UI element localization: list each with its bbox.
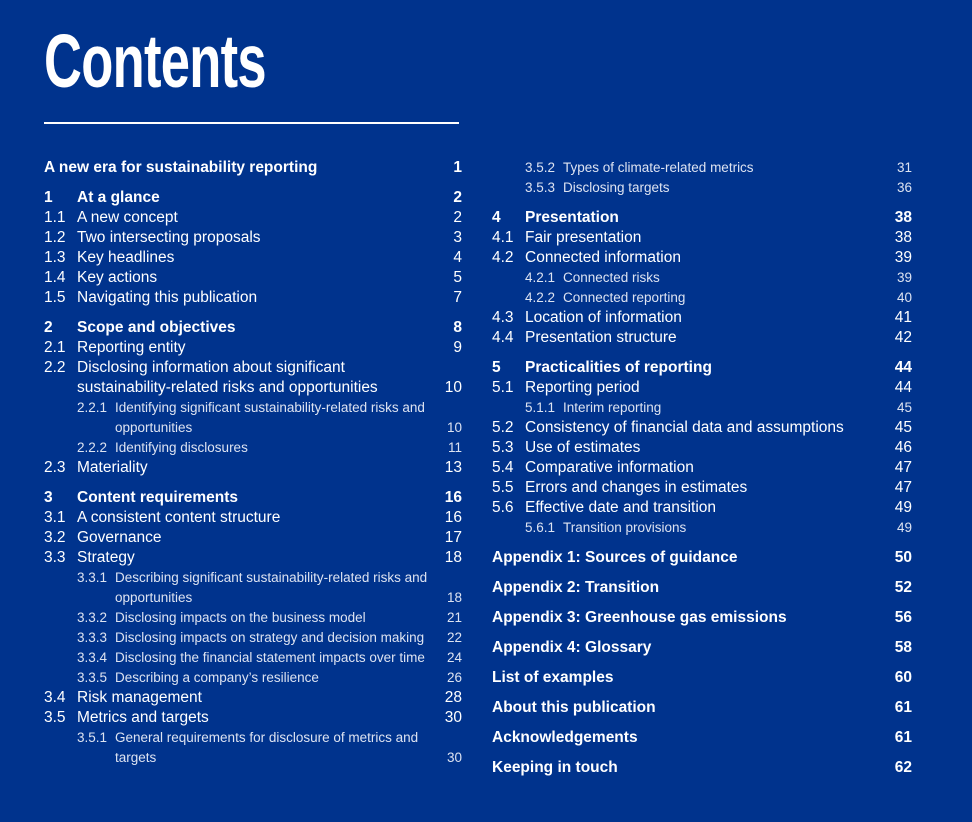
toc-entry-page: 9	[453, 339, 462, 356]
toc-entry-label: Metrics and targets	[77, 709, 209, 726]
toc-entry[interactable]	[44, 228, 462, 248]
toc-entry[interactable]	[492, 668, 912, 688]
toc-entry-page: 16	[444, 509, 462, 526]
toc-entry[interactable]	[492, 228, 912, 248]
toc-entry-page: 30	[444, 709, 462, 726]
toc-entry[interactable]	[492, 518, 912, 538]
toc-entry-number: 3.3	[44, 549, 66, 566]
toc-entry-page: 44	[894, 359, 912, 376]
toc-entry-number: 4.2.2	[525, 290, 556, 305]
toc-entry-label: A consistent content structure	[77, 509, 281, 526]
toc-entry-page: 41	[894, 309, 912, 326]
toc-entry-label: Navigating this publication	[77, 289, 258, 306]
toc-entry[interactable]	[492, 178, 912, 198]
toc-entry-label: Use of estimates	[525, 439, 641, 456]
toc-entry-number: 4.2.1	[525, 270, 556, 285]
toc-entry-label: Key actions	[77, 269, 158, 286]
toc-entry-label: Presentation	[525, 209, 619, 226]
toc-entry-number: 3.2	[44, 529, 66, 546]
toc-entry[interactable]	[44, 708, 462, 728]
toc-entry-number: 3.3.5	[77, 670, 108, 685]
toc-entry-label: A new concept	[77, 209, 178, 226]
toc-entry-page: 26	[446, 670, 462, 685]
toc-entry-number: 2.3	[44, 459, 66, 476]
toc-entry-label: Consistency of financial data and assumptions	[525, 419, 844, 436]
toc-entry-label: Reporting entity	[77, 339, 186, 356]
toc-entry[interactable]	[492, 548, 912, 568]
toc-entry-page: 22	[446, 630, 462, 645]
toc-entry-page: 30	[446, 750, 462, 765]
toc-entry[interactable]	[44, 488, 462, 508]
toc-entry[interactable]	[492, 208, 912, 228]
toc-entry-label: Identifying significant sustainability-related risks and opportunities	[115, 400, 425, 435]
toc-entry-label: Types of climate-related metrics	[563, 160, 754, 175]
toc-entry-number: 2	[44, 319, 53, 336]
toc-entry-label: Errors and changes in estimates	[525, 479, 748, 496]
toc-entry[interactable]	[492, 398, 912, 418]
toc-entry-number: 5.5	[492, 479, 514, 496]
toc-entry-page: 4	[453, 249, 462, 266]
toc-entry-label: List of examples	[492, 669, 614, 686]
toc-entry-label: Keeping in touch	[492, 759, 618, 776]
toc-entry-number: 5.4	[492, 459, 514, 476]
toc-entry-page: 45	[896, 400, 912, 415]
toc-entry[interactable]	[492, 608, 912, 628]
toc-entry[interactable]	[492, 728, 912, 748]
toc-entry-label: Disclosing the financial statement impacts over time	[115, 650, 425, 665]
toc-column-right	[492, 158, 912, 778]
toc-entry-number: 2.2	[44, 359, 66, 376]
toc-entry-page: 40	[896, 290, 912, 305]
toc-entry[interactable]	[492, 698, 912, 718]
toc	[44, 158, 912, 778]
toc-entry-label: Describing significant sustainability-related risks and opportunities	[115, 570, 428, 605]
toc-entry-page: 21	[446, 610, 462, 625]
toc-entry-number: 1.1	[44, 209, 66, 226]
toc-entry[interactable]	[44, 158, 462, 178]
toc-entry-label: At a glance	[77, 189, 160, 206]
toc-entry-label: Describing a company’s resilience	[115, 670, 319, 685]
toc-entry-page: 49	[896, 520, 912, 535]
toc-entry-label: Identifying disclosures	[115, 440, 248, 455]
toc-entry-label: Connected information	[525, 249, 681, 266]
toc-entry-label: Disclosing impacts on strategy and decision making	[115, 630, 425, 645]
toc-entry[interactable]	[492, 328, 912, 348]
toc-entry-number: 2.1	[44, 339, 66, 356]
toc-entry[interactable]	[492, 478, 912, 498]
toc-entry-number: 3.3.2	[77, 610, 108, 625]
toc-entry[interactable]	[44, 628, 462, 648]
toc-entry-page: 47	[894, 479, 912, 496]
toc-column-left	[44, 158, 462, 778]
toc-entry-page: 38	[894, 209, 912, 226]
toc-entry[interactable]	[44, 688, 462, 708]
toc-entry-number: 1.2	[44, 229, 66, 246]
toc-entry-page: 18	[444, 549, 462, 566]
toc-entry[interactable]	[44, 608, 462, 628]
toc-entry-number: 5.2	[492, 419, 514, 436]
toc-entry[interactable]	[492, 158, 912, 178]
toc-entry[interactable]	[492, 358, 912, 378]
toc-entry-label: Governance	[77, 529, 162, 546]
toc-entry-number: 4.1	[492, 229, 514, 246]
toc-entry-number: 3.4	[44, 689, 66, 706]
toc-entry[interactable]	[44, 648, 462, 668]
toc-entry-page: 61	[894, 699, 912, 716]
toc-entry-number: 3.5.3	[525, 180, 556, 195]
toc-entry-page: 36	[896, 180, 912, 195]
toc-entry-number: 1	[44, 189, 53, 206]
toc-entry-number: 4.3	[492, 309, 514, 326]
toc-entry-number: 5.1.1	[525, 400, 556, 415]
toc-entry-label: Effective date and transition	[525, 499, 717, 516]
toc-entry[interactable]	[44, 208, 462, 228]
toc-entry-label: About this publication	[492, 699, 656, 716]
toc-entry[interactable]	[492, 638, 912, 658]
toc-entry[interactable]	[492, 438, 912, 458]
toc-entry[interactable]	[44, 288, 462, 308]
toc-entry[interactable]	[492, 288, 912, 308]
page-title: Contents	[44, 19, 266, 103]
toc-entry-page: 44	[894, 379, 912, 396]
toc-entry-page: 61	[894, 729, 912, 746]
toc-entry-page: 39	[896, 270, 912, 285]
toc-entry-label: Scope and objectives	[77, 319, 236, 336]
toc-entry-label: Content requirements	[77, 489, 239, 506]
toc-entry-page: 45	[894, 419, 912, 436]
toc-entry-number: 1.4	[44, 269, 66, 286]
toc-entry-page: 52	[894, 579, 912, 596]
toc-entry-label: A new era for sustainability reporting	[44, 159, 318, 176]
toc-entry-number: 5.6	[492, 499, 514, 516]
toc-entry[interactable]	[492, 498, 912, 518]
toc-entry[interactable]	[492, 308, 912, 328]
toc-entry[interactable]	[492, 458, 912, 478]
toc-entry-label: Connected risks	[563, 270, 660, 285]
toc-entry[interactable]	[44, 568, 462, 608]
toc-entry-label: Disclosing information about significant sustainability-related risks and opportunities	[77, 359, 378, 396]
toc-entry-number: 3	[44, 489, 53, 506]
toc-entry-number: 3.5.2	[525, 160, 556, 175]
toc-entry[interactable]	[44, 338, 462, 358]
toc-entry-label: Acknowledgements	[492, 729, 638, 746]
title-divider	[44, 122, 459, 124]
toc-entry[interactable]	[44, 548, 462, 568]
toc-entry-label: Strategy	[77, 549, 135, 566]
toc-entry[interactable]	[492, 248, 912, 268]
toc-entry-label: Appendix 4: Glossary	[492, 639, 652, 656]
toc-entry-page: 60	[894, 669, 912, 686]
toc-entry-label: Comparative information	[525, 459, 694, 476]
toc-entry-page: 10	[444, 379, 462, 396]
toc-entry-page: 24	[446, 650, 462, 665]
toc-entry-page: 46	[894, 439, 912, 456]
toc-entry[interactable]	[44, 398, 462, 438]
toc-entry-page: 7	[453, 289, 462, 306]
toc-entry-label: Materiality	[77, 459, 148, 476]
toc-entry-page: 39	[894, 249, 912, 266]
toc-entry-page: 13	[444, 459, 462, 476]
toc-entry-page: 28	[444, 689, 462, 706]
toc-entry[interactable]	[492, 378, 912, 398]
toc-entry-page: 42	[894, 329, 912, 346]
toc-entry-label: Practicalities of reporting	[525, 359, 712, 376]
toc-entry-page: 2	[453, 209, 462, 226]
toc-entry[interactable]	[44, 728, 462, 768]
toc-entry-label: Location of information	[525, 309, 682, 326]
toc-entry[interactable]	[44, 318, 462, 338]
toc-entry-number: 4	[492, 209, 501, 226]
toc-entry-number: 3.3.1	[77, 570, 108, 585]
toc-entry-label: Presentation structure	[525, 329, 677, 346]
toc-entry-page: 3	[453, 229, 462, 246]
toc-entry-number: 2.2.2	[77, 440, 108, 455]
toc-entry-number: 5	[492, 359, 501, 376]
toc-entry-page: 17	[444, 529, 462, 546]
toc-entry[interactable]	[492, 758, 912, 778]
toc-entry-number: 4.2	[492, 249, 514, 266]
toc-entry-number: 5.6.1	[525, 520, 556, 535]
toc-entry-label: Disclosing impacts on the business model	[115, 610, 366, 625]
toc-entry-label: Reporting period	[525, 379, 640, 396]
toc-entry-label: Two intersecting proposals	[77, 229, 261, 246]
toc-entry[interactable]	[44, 438, 462, 458]
toc-entry-label: Transition provisions	[563, 520, 687, 535]
toc-entry-page: 38	[894, 229, 912, 246]
toc-entry-page: 31	[896, 160, 912, 175]
toc-entry-page: 18	[446, 590, 462, 605]
toc-entry[interactable]	[44, 528, 462, 548]
toc-entry-page: 56	[894, 609, 912, 626]
toc-entry-number: 3.1	[44, 509, 66, 526]
toc-entry-label: Risk management	[77, 689, 202, 706]
toc-entry-page: 62	[894, 759, 912, 776]
toc-entry[interactable]	[44, 248, 462, 268]
toc-entry-number: 4.4	[492, 329, 514, 346]
toc-entry[interactable]	[492, 268, 912, 288]
toc-entry[interactable]	[492, 578, 912, 598]
toc-entry-label: General requirements for disclosure of metrics and targets	[115, 730, 419, 765]
toc-entry-number: 3.5	[44, 709, 66, 726]
toc-entry[interactable]	[44, 188, 462, 208]
toc-entry-label: Appendix 1: Sources of guidance	[492, 549, 738, 566]
toc-entry-number: 3.5.1	[77, 730, 108, 745]
toc-entry-number: 3.3.3	[77, 630, 108, 645]
toc-entry-page: 8	[453, 319, 462, 336]
toc-entry-label: Connected reporting	[563, 290, 686, 305]
toc-entry-page: 50	[894, 549, 912, 566]
toc-entry[interactable]	[44, 668, 462, 688]
toc-entry[interactable]	[44, 358, 462, 398]
toc-entry-number: 1.3	[44, 249, 66, 266]
toc-entry-page: 47	[894, 459, 912, 476]
toc-entry-label: Disclosing targets	[563, 180, 670, 195]
toc-entry-label: Key headlines	[77, 249, 175, 266]
toc-entry-number: 3.3.4	[77, 650, 108, 665]
toc-entry-label: Appendix 2: Transition	[492, 579, 660, 596]
toc-entry-label: Interim reporting	[563, 400, 662, 415]
toc-entry-page: 10	[446, 420, 462, 435]
toc-entry[interactable]	[44, 268, 462, 288]
toc-entry-page: 49	[894, 499, 912, 516]
toc-entry-number: 5.1	[492, 379, 514, 396]
toc-entry-page: 1	[453, 159, 462, 176]
toc-entry-page: 11	[447, 440, 462, 455]
toc-entry-label: Appendix 3: Greenhouse gas emissions	[492, 609, 787, 626]
toc-entry[interactable]	[44, 458, 462, 478]
toc-entry-number: 1.5	[44, 289, 66, 306]
toc-entry-page: 2	[453, 189, 462, 206]
toc-entry-page: 5	[453, 269, 462, 286]
toc-entry[interactable]	[492, 418, 912, 438]
toc-entry[interactable]	[44, 508, 462, 528]
toc-entry-page: 58	[894, 639, 912, 656]
toc-entry-page: 16	[444, 489, 462, 506]
toc-entry-label: Fair presentation	[525, 229, 642, 246]
toc-entry-number: 5.3	[492, 439, 514, 456]
toc-entry-number: 2.2.1	[77, 400, 108, 415]
